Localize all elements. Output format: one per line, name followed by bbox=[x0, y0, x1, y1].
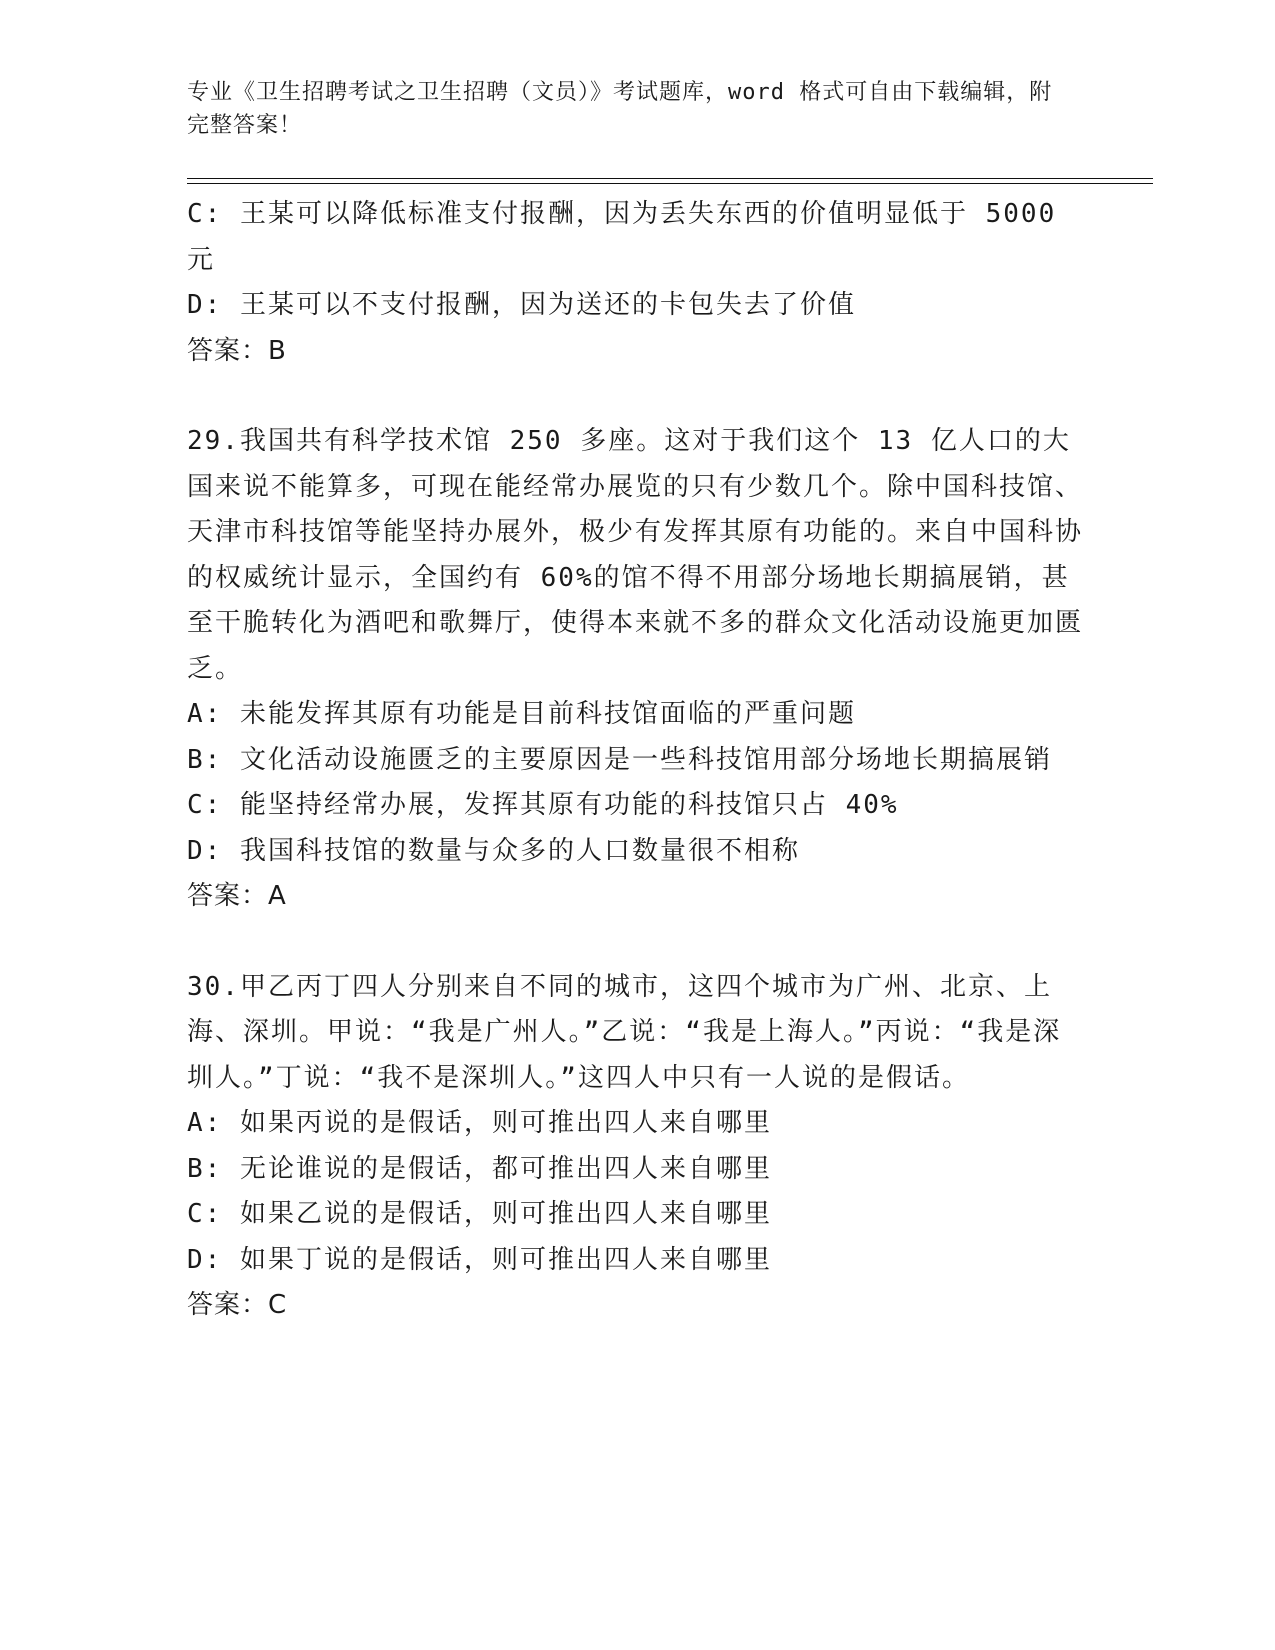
q29-option-a: A: 未能发挥其原有功能是目前科技馆面临的严重问题 bbox=[187, 699, 856, 729]
question-29 bbox=[187, 419, 1087, 920]
q29-option-b: B: 文化活动设施匮乏的主要原因是一些科技馆用部分场地长期搞展销 bbox=[187, 744, 1052, 775]
question-content bbox=[187, 192, 1087, 1329]
q30-option-c: C: 如果乙说的是假话，则可推出四人来自哪里 bbox=[187, 1199, 772, 1229]
question-30 bbox=[187, 965, 1087, 1329]
q29-option-d: D: 我国科技馆的数量与众多的人口数量很不相称 bbox=[187, 835, 800, 866]
prev-option-d: D: 王某可以不支付报酬，因为送还的卡包失去了价值 bbox=[187, 290, 856, 320]
q30-answer: 答案：C bbox=[187, 1290, 288, 1320]
header-rule-bottom bbox=[187, 183, 1153, 184]
q30-option-b: B: 无论谁说的是假话，都可推出四人来自哪里 bbox=[187, 1153, 772, 1184]
prev-option-c: C: 王某可以降低标准支付报酬，因为丢失东西的价值明显低于 5000 元 bbox=[187, 199, 1057, 275]
q30-option-d: D: 如果丁说的是假话，则可推出四人来自哪里 bbox=[187, 1244, 772, 1275]
question-gap bbox=[187, 920, 1087, 965]
q29-option-c: C: 能坚持经常办展，发挥其原有功能的科技馆只占 40% bbox=[187, 790, 899, 820]
question-gap bbox=[187, 374, 1087, 419]
prev-answer: 答案：B bbox=[187, 335, 287, 366]
q29-answer: 答案：A bbox=[187, 881, 287, 911]
q30-stem: 30.甲乙丙丁四人分别来自不同的城市，这四个城市为广州、北京、上海、深圳。甲说：“我是广州人。”乙说：“我是上海人。”丙说：“我是深圳人。”丁说：“我不是深圳人。”这四人中只有一人说的是假话。 bbox=[187, 971, 1062, 1093]
header-rule-top bbox=[187, 178, 1153, 179]
q29-stem: 29.我国共有科学技术馆 250 多座。这对于我们这个 13 亿人口的大国来说不能算多，可现在能经常办展览的只有少数几个。除中国科技馆、天津市科技馆等能坚持办展外，极少有发挥其原有功能的。来自中国科协的权威统计显示，全国约有 60%的馆不得不用部分场地长期搞展销，甚至干脆转化为酒吧和歌舞厅，使得本来就不多的群众文化活动设施更加匮乏。 bbox=[187, 426, 1084, 684]
document-header: 专业《卫生招聘考试之卫生招聘（文员）》考试题库，word 格式可自由下载编辑，附完整答案！ bbox=[187, 80, 1053, 138]
q30-option-a: A: 如果丙说的是假话，则可推出四人来自哪里 bbox=[187, 1108, 772, 1138]
prev-question bbox=[187, 192, 1087, 374]
